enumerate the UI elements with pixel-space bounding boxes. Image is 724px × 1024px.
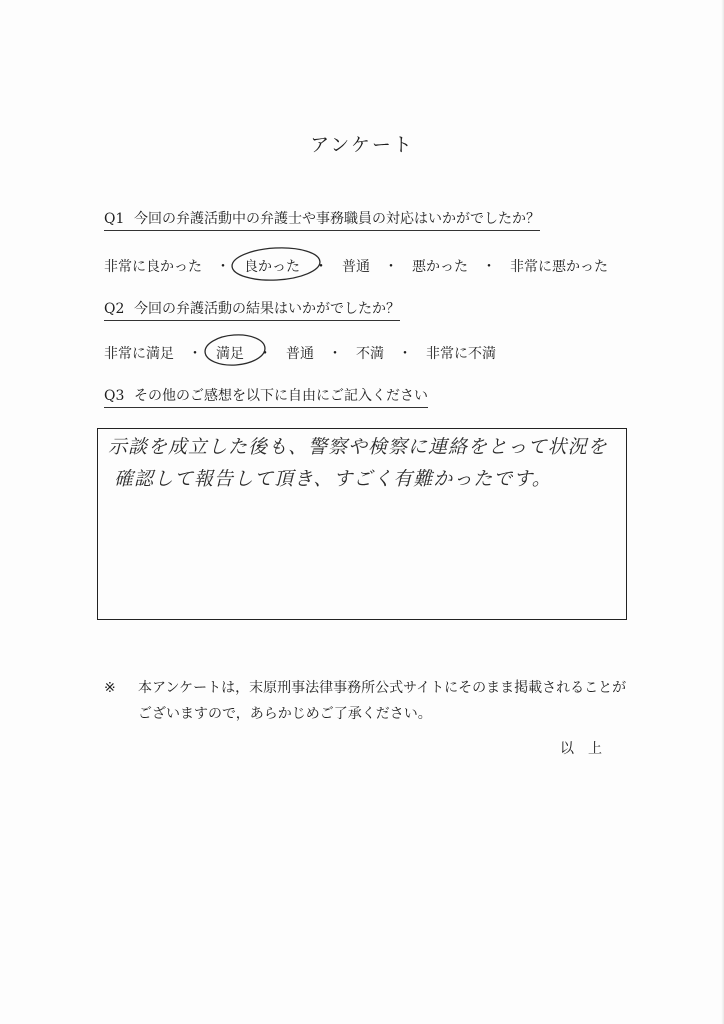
option-separator: ・: [482, 259, 496, 275]
q2-option-4[interactable]: 不満: [356, 346, 384, 362]
question-3: [104, 385, 428, 408]
q1-option-2-label: 良かった: [244, 259, 300, 275]
question-1-number: Q1: [104, 211, 125, 227]
question-3-number: Q3: [104, 388, 125, 404]
option-separator: ・: [328, 346, 342, 362]
disclaimer-text: 本アンケートは，末原刑事法律事務所公式サイトにそのまま掲載されることがございますので，あらかじめご了承ください。: [138, 680, 627, 722]
option-separator: ・: [398, 346, 412, 362]
q2-option-3[interactable]: 普通: [286, 346, 314, 362]
question-3-text: その他のご感想を以下に自由にご記入ください: [134, 388, 428, 404]
q2-option-5[interactable]: 非常に不満: [426, 346, 496, 362]
page-title: アンケート: [310, 134, 414, 156]
free-comment-box[interactable]: [97, 428, 627, 620]
question-2-options: [104, 343, 496, 363]
question-1: [104, 208, 540, 231]
q2-option-2-label: 満足: [216, 346, 244, 362]
option-separator: ・: [216, 259, 230, 275]
option-separator: ・: [314, 259, 328, 275]
closing-mark: 以上: [560, 741, 616, 757]
option-separator: ・: [258, 346, 272, 362]
q1-option-1[interactable]: 非常に良かった: [104, 259, 202, 275]
handwritten-line-1: 示談を成立した後も、警察や検察に連絡をとって状況を: [108, 436, 608, 458]
option-separator: ・: [384, 259, 398, 275]
disclaimer-note: [104, 675, 634, 727]
question-2-text: 今回の弁護活動の結果はいかがでしたか？: [134, 301, 400, 317]
q1-option-5[interactable]: 非常に悪かった: [510, 259, 608, 275]
q2-option-2-selected[interactable]: [216, 343, 244, 363]
question-1-options: [104, 256, 608, 276]
option-separator: ・: [188, 346, 202, 362]
q1-option-3[interactable]: 普通: [342, 259, 370, 275]
question-2-number: Q2: [104, 301, 125, 317]
reference-mark-icon: ※: [104, 680, 116, 696]
q1-option-2-selected[interactable]: [244, 256, 300, 276]
question-1-text: 今回の弁護活動中の弁護士や事務職員の対応はいかがでしたか？: [134, 211, 540, 227]
handwritten-answer: [108, 431, 608, 495]
question-2: [104, 298, 400, 321]
handwritten-line-2: 確認して報告して頂き、すごく有難かったです。: [114, 468, 552, 490]
q2-option-1[interactable]: 非常に満足: [104, 346, 174, 362]
q1-option-4[interactable]: 悪かった: [412, 259, 468, 275]
